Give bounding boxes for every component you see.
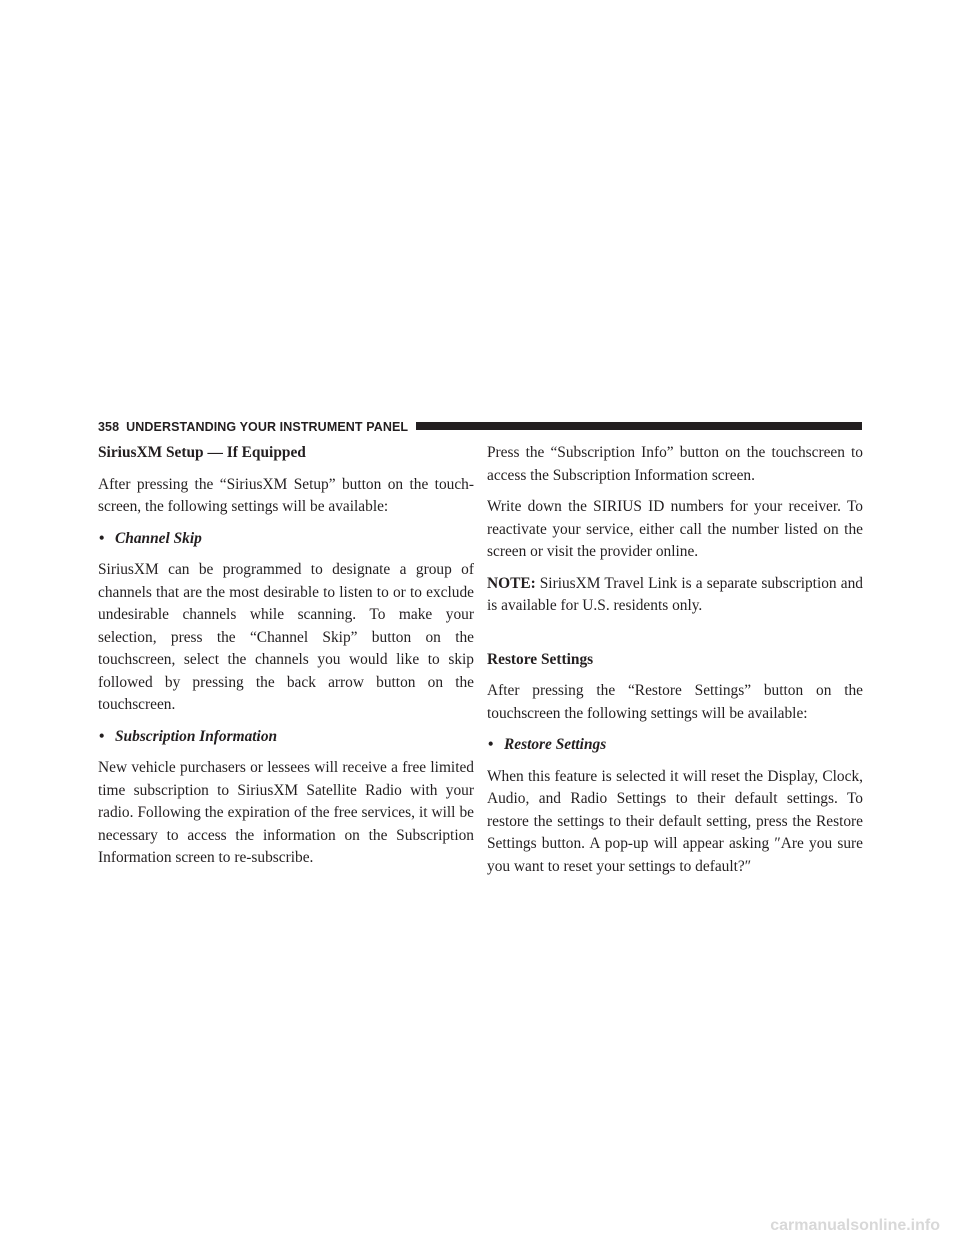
right-column [487,442,863,887]
bullet-subscription-information [98,726,474,749]
bullet-dot: • [99,727,105,745]
bullet-dot: • [488,736,494,753]
bullet-restore-settings [487,734,863,757]
paragraph-channel-skip: SiriusXM can be programmed to designate a group of channels that are the most desirable to listen to or to exclude undesirable channels while scanning. To make your selection, press the “Channel Skip” button on the touchscreen, select the channels you would like to skip followed by pressing the back arrow button on the touchscreen. [98,561,474,713]
bullet-label: Restore Settings [504,736,607,753]
paragraph-restore-intro: After pressing the “Restore Settings” button on the touchscreen the following settings will be available: [487,682,863,722]
page-number: 358 [98,420,120,434]
note-travel-link [487,573,863,618]
paragraph-subscription-info: Press the “Subscription Info” button on the touchscreen to access the Subscription Information screen. [487,444,863,484]
heading-siriusxm-setup: SiriusXM Setup — If Equipped [98,444,306,461]
bullet-label: Channel Skip [115,529,202,547]
paragraph-setup-intro: After pressing the “SiriusXM Setup” button on the touch-screen, the following settings will be available: [98,475,474,515]
page-footer [0,1214,960,1238]
section-title: UNDERSTANDING YOUR INSTRUMENT PANEL [126,420,409,434]
header-rule [416,422,862,430]
paragraph-subscription-information: New vehicle purchasers or lessees will receive a free limited time subscription to SiriusXM Satellite Radio with your radio. Following the expiration of the free services, it will be necessary to access the information on the Subscription Information screen to re-subscribe. [98,759,474,866]
bullet-channel-skip [98,528,474,551]
note-label: NOTE: [487,574,536,592]
note-text: SiriusXM Travel Link is a separate subscription and is available for U.S. residents only. [487,574,863,614]
heading-restore-settings: Restore Settings [487,650,594,668]
watermark-text: carmanualsonline.info [770,1217,940,1234]
paragraph-sirius-id: Write down the SIRIUS ID numbers for your receiver. To reactivate your service, either call the number listed on the screen or visit the provider online. [487,498,863,560]
bullet-dot: • [99,529,105,547]
header-text [98,418,408,436]
paragraph-restore-settings: When this feature is selected it will reset the Display, Clock, Audio, and Radio Settings to their default settings. To restore the settings to their default setting, press the Restore Settings button. A pop-up will appear asking ″Are you sure you want to reset your settings to default?″ [487,767,863,875]
bullet-label: Subscription Information [115,727,278,745]
left-column [98,442,474,879]
page-header [98,418,862,436]
